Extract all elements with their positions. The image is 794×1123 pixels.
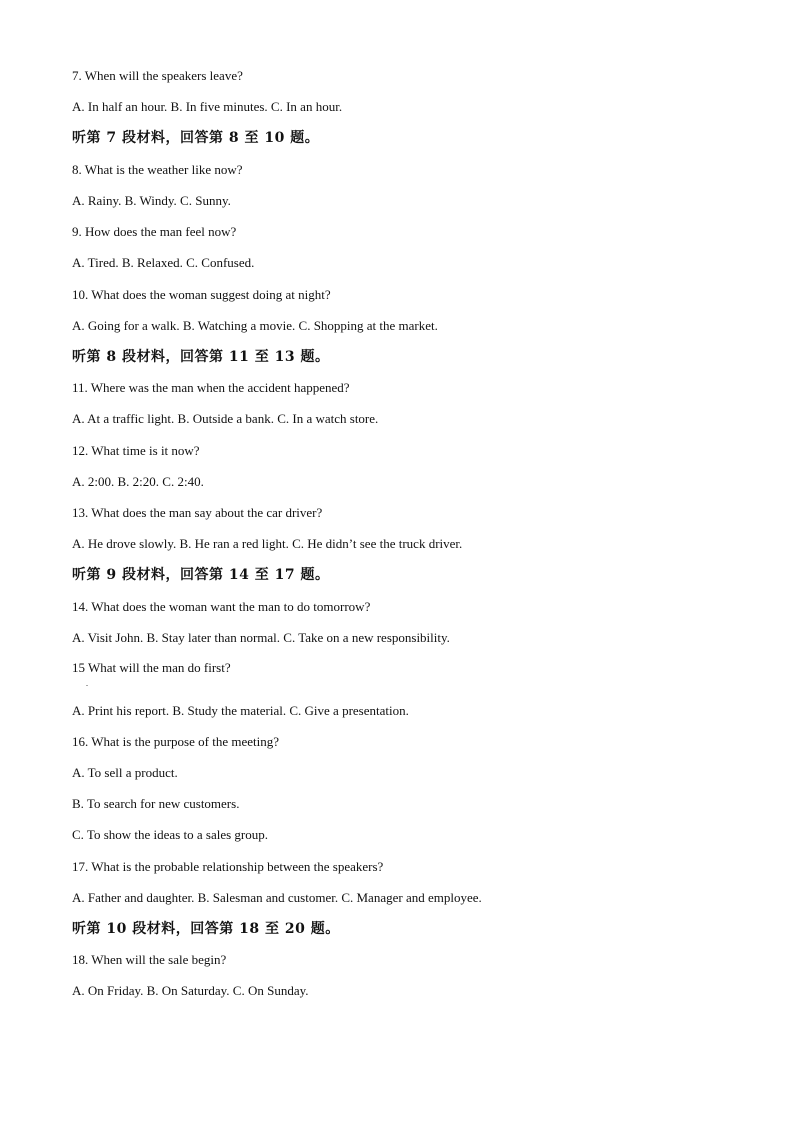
question-13: 13. What does the man say about the car driver?: [72, 505, 323, 520]
options-12: A. 2:00. B. 2:20. C. 2:40.: [72, 474, 204, 489]
options-9: A. Tired. B. Relaxed. C. Confused.: [72, 255, 255, 270]
options-15: A. Print his report. B. Study the material. C. Give a presentation.: [72, 703, 409, 718]
question-15: 15 What will the man do first?: [72, 660, 231, 675]
section-heading-10: 听第 10 段材料，回答第 18 至 20 题。: [72, 921, 340, 937]
stray-mark: .: [86, 679, 88, 688]
question-11: 11. Where was the man when the accident happened?: [72, 380, 350, 395]
options-18: A. On Friday. B. On Saturday. C. On Sunday.: [72, 983, 309, 998]
section-heading-8: 听第 8 段材料，回答第 11 至 13 题。: [72, 349, 330, 365]
options-17: A. Father and daughter. B. Salesman and customer. C. Manager and employee.: [72, 890, 482, 905]
question-10: 10. What does the woman suggest doing at night?: [72, 287, 331, 302]
options-13: A. He drove slowly. B. He ran a red light. C. He didn’t see the truck driver.: [72, 536, 463, 551]
option-16b: B. To search for new customers.: [72, 796, 240, 811]
question-18: 18. When will the sale begin?: [72, 952, 227, 967]
question-14: 14. What does the woman want the man to do tomorrow?: [72, 599, 371, 614]
section-heading-7: 听第 7 段材料，回答第 8 至 10 题。: [72, 130, 320, 146]
option-16c: C. To show the ideas to a sales group.: [72, 827, 268, 842]
section-heading-9: 听第 9 段材料，回答第 14 至 17 题。: [72, 567, 330, 583]
question-7: 7. When will the speakers leave?: [72, 68, 243, 83]
options-8: A. Rainy. B. Windy. C. Sunny.: [72, 193, 231, 208]
options-7: A. In half an hour. B. In five minutes. C. In an hour.: [72, 99, 343, 114]
question-8: 8. What is the weather like now?: [72, 162, 243, 177]
options-11: A. At a traffic light. B. Outside a bank. C. In a watch store.: [72, 411, 379, 426]
options-14: A. Visit John. B. Stay later than normal. C. Take on a new responsibility.: [72, 630, 450, 645]
options-10: A. Going for a walk. B. Watching a movie. C. Shopping at the market.: [72, 318, 438, 333]
question-16: 16. What is the purpose of the meeting?: [72, 734, 279, 749]
question-12: 12. What time is it now?: [72, 443, 200, 458]
option-16a: A. To sell a product.: [72, 765, 178, 780]
question-17: 17. What is the probable relationship between the speakers?: [72, 859, 384, 874]
question-9: 9. How does the man feel now?: [72, 224, 237, 239]
